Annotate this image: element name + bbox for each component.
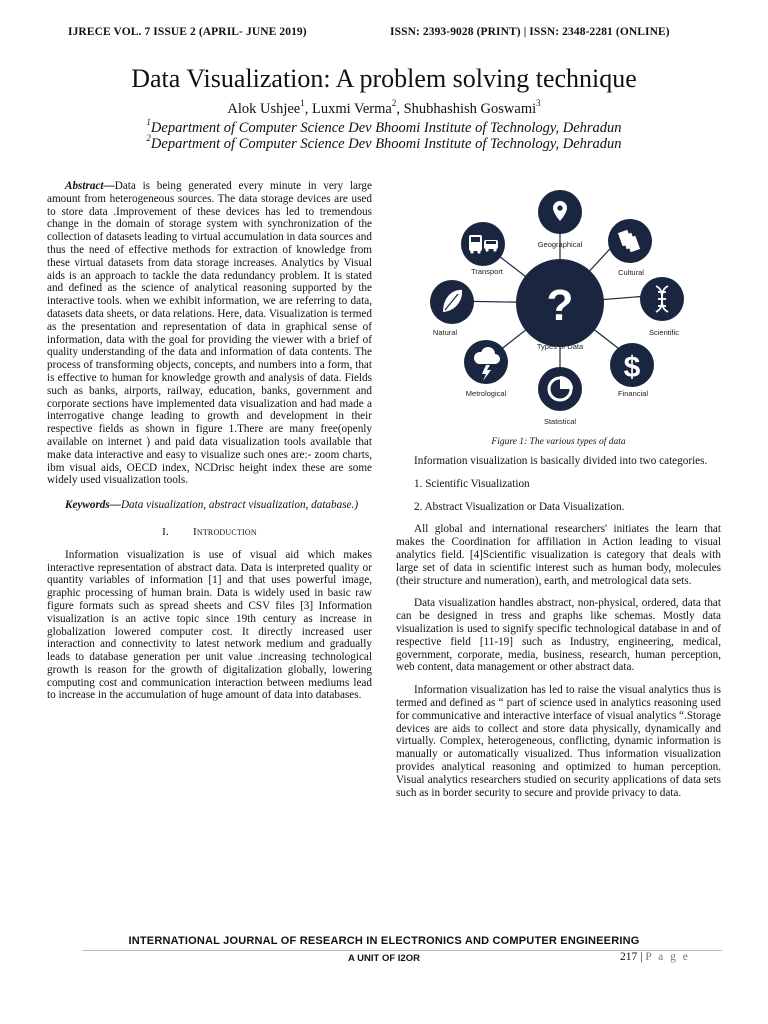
abstract — [47, 180, 372, 487]
author-sup: 1 — [300, 98, 305, 109]
author-name: Alok Ushjee — [227, 101, 301, 117]
right-paragraph-2: All global and international researchers' initiates the learn that makes the Coordination for affiliation in Action leading to visual analytics field. [4]Scientific visualization is category that deals with large set of data in scientific interest such as human body, molecules (their structure and numeration), earth, and metrological data sets. — [396, 523, 721, 587]
node-label: Scientific — [648, 328, 680, 337]
node-label: Financial — [617, 389, 649, 398]
author-sup: 3 — [536, 98, 541, 109]
node-cultural — [608, 219, 652, 277]
right-paragraph-4: Information visualization has led to raise the visual analytics thus is termed and defined as “ part of science used in analytics reasoning used for communicative and interactive interface of visual analytics “.Storage devices are aids to collect and store data physically, dynamically and virtually. Complex, heterogeneous, conflicting, dynamic information is manually or automatically visualized. Thus information visualization provides analytical reasoning and optimized to human perception. Visual analytics researchers studied on security applications of data sets such as in border security to secure and provide privacy to data. — [396, 684, 721, 799]
node-label: Transport — [471, 267, 503, 276]
author-sup: 2 — [391, 98, 397, 109]
footer-unit: A UNIT OF I2OR — [348, 953, 420, 964]
list-item: 2. Abstract Visualization or Data Visualization. — [414, 500, 625, 513]
page-number: 217 — [620, 951, 638, 963]
list-item: 1. Scientific Visualization — [414, 477, 530, 490]
center-label: Types of Data — [536, 342, 584, 351]
node-natural — [430, 280, 474, 337]
affiliation-text: Department of Computer Science Dev Bhoomi Institute of Technology, Dehradun — [150, 136, 622, 152]
paper-title: Data Visualization: A problem solving technique — [131, 64, 637, 93]
keywords-text: Data visualization, abstract visualization, database.) — [120, 499, 359, 512]
node-scientific — [640, 277, 684, 337]
affiliation-2 — [0, 135, 768, 153]
node-statistical — [538, 367, 582, 426]
right-paragraph-3: Data visualization handles abstract, non-physical, ordered, data that can be designed in tress and graphs like schemas. Mostly data visualization is used to signify specific technological database in and of respective field [11-19] such as Industry, engineering, medical, government, corporate, media, business, research, human perception, web content, data management or other abstract data. — [396, 597, 721, 674]
keywords — [47, 499, 372, 512]
author-name: Shubhashish Goswami — [403, 101, 537, 117]
section-heading-introduction — [47, 526, 372, 539]
affiliation-sup: 1 — [146, 117, 151, 128]
abstract-text: Data is being generated every minute in very large amount from heterogeneous sources. The data storage devices are used to store data .Improvement of these devices has led to tremendous change in the domain of storage system with synchronization of the collection of datasets leading to virtual accumulation in data sources and thus the need of effective methods for extraction of knowledge from these virtual datasets from data storage increases. Analytics by Visual aids is an approach to tackle the data redundancy problem. It is stated and defined as the science of analytical reasoning supported by the interactive tools. when we exhibit information, we are referring to data, datasets data sheets, or data relations. Here, data. Visualization is termed as the presentation and representation of data in graphical sense of information, data with the goal for providing the viewer with a brief of quality understanding of the data and information of data contents. The process of transforming objects, concepts, and numbers into a form, that is effective to human for knowledge growth and analysis of data. Fields such as banks, airports, railway, education, banks, government and corporate sections have implemented data visualization and had made a interrogative change leading to growth and development in their respective fields as shown in figure 1.There are many free(openly available on internet ) and paid data visualization tools available that make data interactive and easy to visualize such ones are:- zoom charts, ibm visual aids, OECD index, NCDrisc height index these are some widely used visualization tools. — [47, 180, 372, 487]
node-transport — [461, 222, 505, 276]
section-title: Introduction — [192, 525, 257, 538]
node-label: Metrological — [465, 389, 507, 398]
section-number: I. — [162, 525, 169, 538]
abstract-label: Abstract— — [65, 180, 115, 192]
page-separator: | — [637, 951, 646, 963]
node-label: Geographical — [537, 240, 583, 249]
introduction-paragraph: Information visualization is use of visual aid which makes interactive representation of abstract data. Data is interpreted quality or quantity variables of information [1] and that uses powerful image, graphic processing of human brain. Data is widely used in basic raw figure formats such as spread sheets and CSV files [3] Information visualization is an active topic since 19th century as increase in globalization lowered computer cost. It directly increased user interaction and connectivity to latest network medium and gradually leads to database generation per unit value .increasing technological growth is reason for the growth of digitalization globally, lowering computing cost and communication interaction between mediums lead to increase in the accumulation of huge amount of data into databases. — [47, 548, 372, 702]
running-header-volume: IJRECE VOL. 7 ISSUE 2 (APRIL- JUNE 2019) — [68, 26, 307, 38]
author-list: Alok Ushjee$^1$, Luxmi Verma$^2$, Shubhashish Goswami$^3$ — [227, 98, 541, 117]
right-paragraph-1: Information visualization is basically divided into two categories. — [414, 455, 708, 467]
running-header-issn: ISSN: 2393-9028 (PRINT) | ISSN: 2348-2281 (ONLINE) — [390, 26, 670, 38]
node-label: Cultural — [618, 268, 644, 277]
center-question-glyph: ? — [546, 281, 574, 330]
node-label: Natural — [432, 328, 458, 337]
affiliation-sup: 2 — [146, 133, 151, 144]
page-word: P a g e — [645, 951, 690, 963]
affiliation-text: Department of Computer Science Dev Bhoomi Institute of Technology, Dehradun — [150, 120, 622, 136]
node-metrological — [464, 340, 508, 398]
left-column — [47, 180, 372, 712]
dollar-icon: $ — [623, 351, 641, 384]
node-label: Statistical — [543, 417, 577, 426]
right-column — [396, 455, 721, 809]
author-name: Luxmi Verma — [311, 101, 392, 117]
footer-journal-name: INTERNATIONAL JOURNAL OF RESEARCH IN ELECTRONICS AND COMPUTER ENGINEERING — [128, 935, 640, 947]
keywords-label: Keywords— — [65, 499, 121, 512]
center-node — [516, 259, 604, 347]
footer-page-number — [620, 951, 690, 963]
types-of-data-figure — [418, 188, 703, 432]
node-geographical — [538, 190, 583, 249]
figure-caption: Figure 1: The various types of data — [491, 437, 626, 447]
node-financial — [610, 343, 654, 398]
